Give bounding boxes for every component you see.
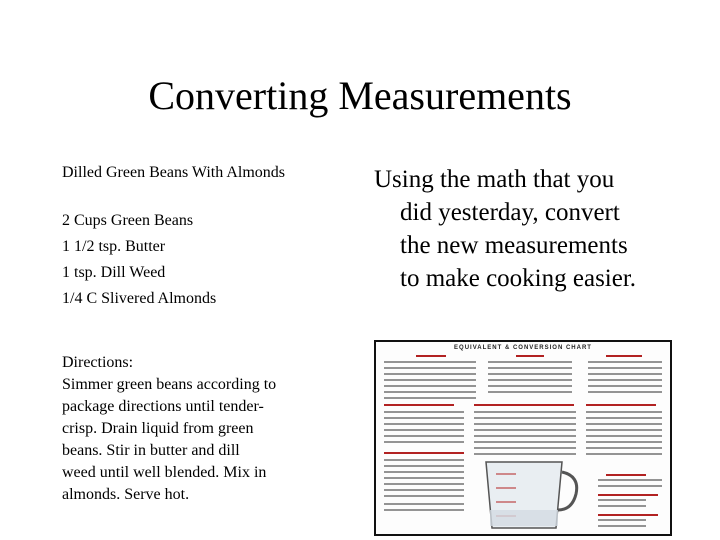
chart-title: EQUIVALENT & CONVERSION CHART [454,345,592,351]
instruction-line: did yesterday, convert [400,199,620,226]
instruction-text [374,163,694,295]
directions-line: weed until well blended. Mix in [62,464,267,481]
slide-title: Converting Measurements [148,73,572,118]
ingredient-item: 2 Cups Green Beans [62,212,194,229]
ingredient-item: 1 1/2 tsp. Butter [62,238,166,255]
conversion-chart-image [374,340,672,536]
ingredient-list [62,208,352,312]
instruction-line: Using the math that you [374,166,615,193]
recipe-title: Dilled Green Beans With Almonds [62,164,286,181]
directions-line: crisp. Drain liquid from green [62,420,254,437]
ingredient-item: 1/4 C Slivered Almonds [62,290,217,307]
ingredient-item: 1 tsp. Dill Weed [62,264,166,281]
measuring-cup-icon [486,462,577,528]
directions-line: package directions until tender- [62,398,264,415]
conversion-chart-graphic [376,342,670,534]
directions-line: beans. Stir in butter and dill [62,442,240,459]
instruction-line: the new measurements [400,232,628,259]
instruction-block [374,163,694,295]
directions-label: Directions: [62,354,134,371]
directions-line: almonds. Serve hot. [62,486,190,503]
directions-text [62,374,352,506]
instruction-line: to make cooking easier. [400,265,637,292]
directions-block [62,352,352,506]
recipe-column [62,160,352,506]
directions-line: Simmer green beans according to [62,376,277,393]
